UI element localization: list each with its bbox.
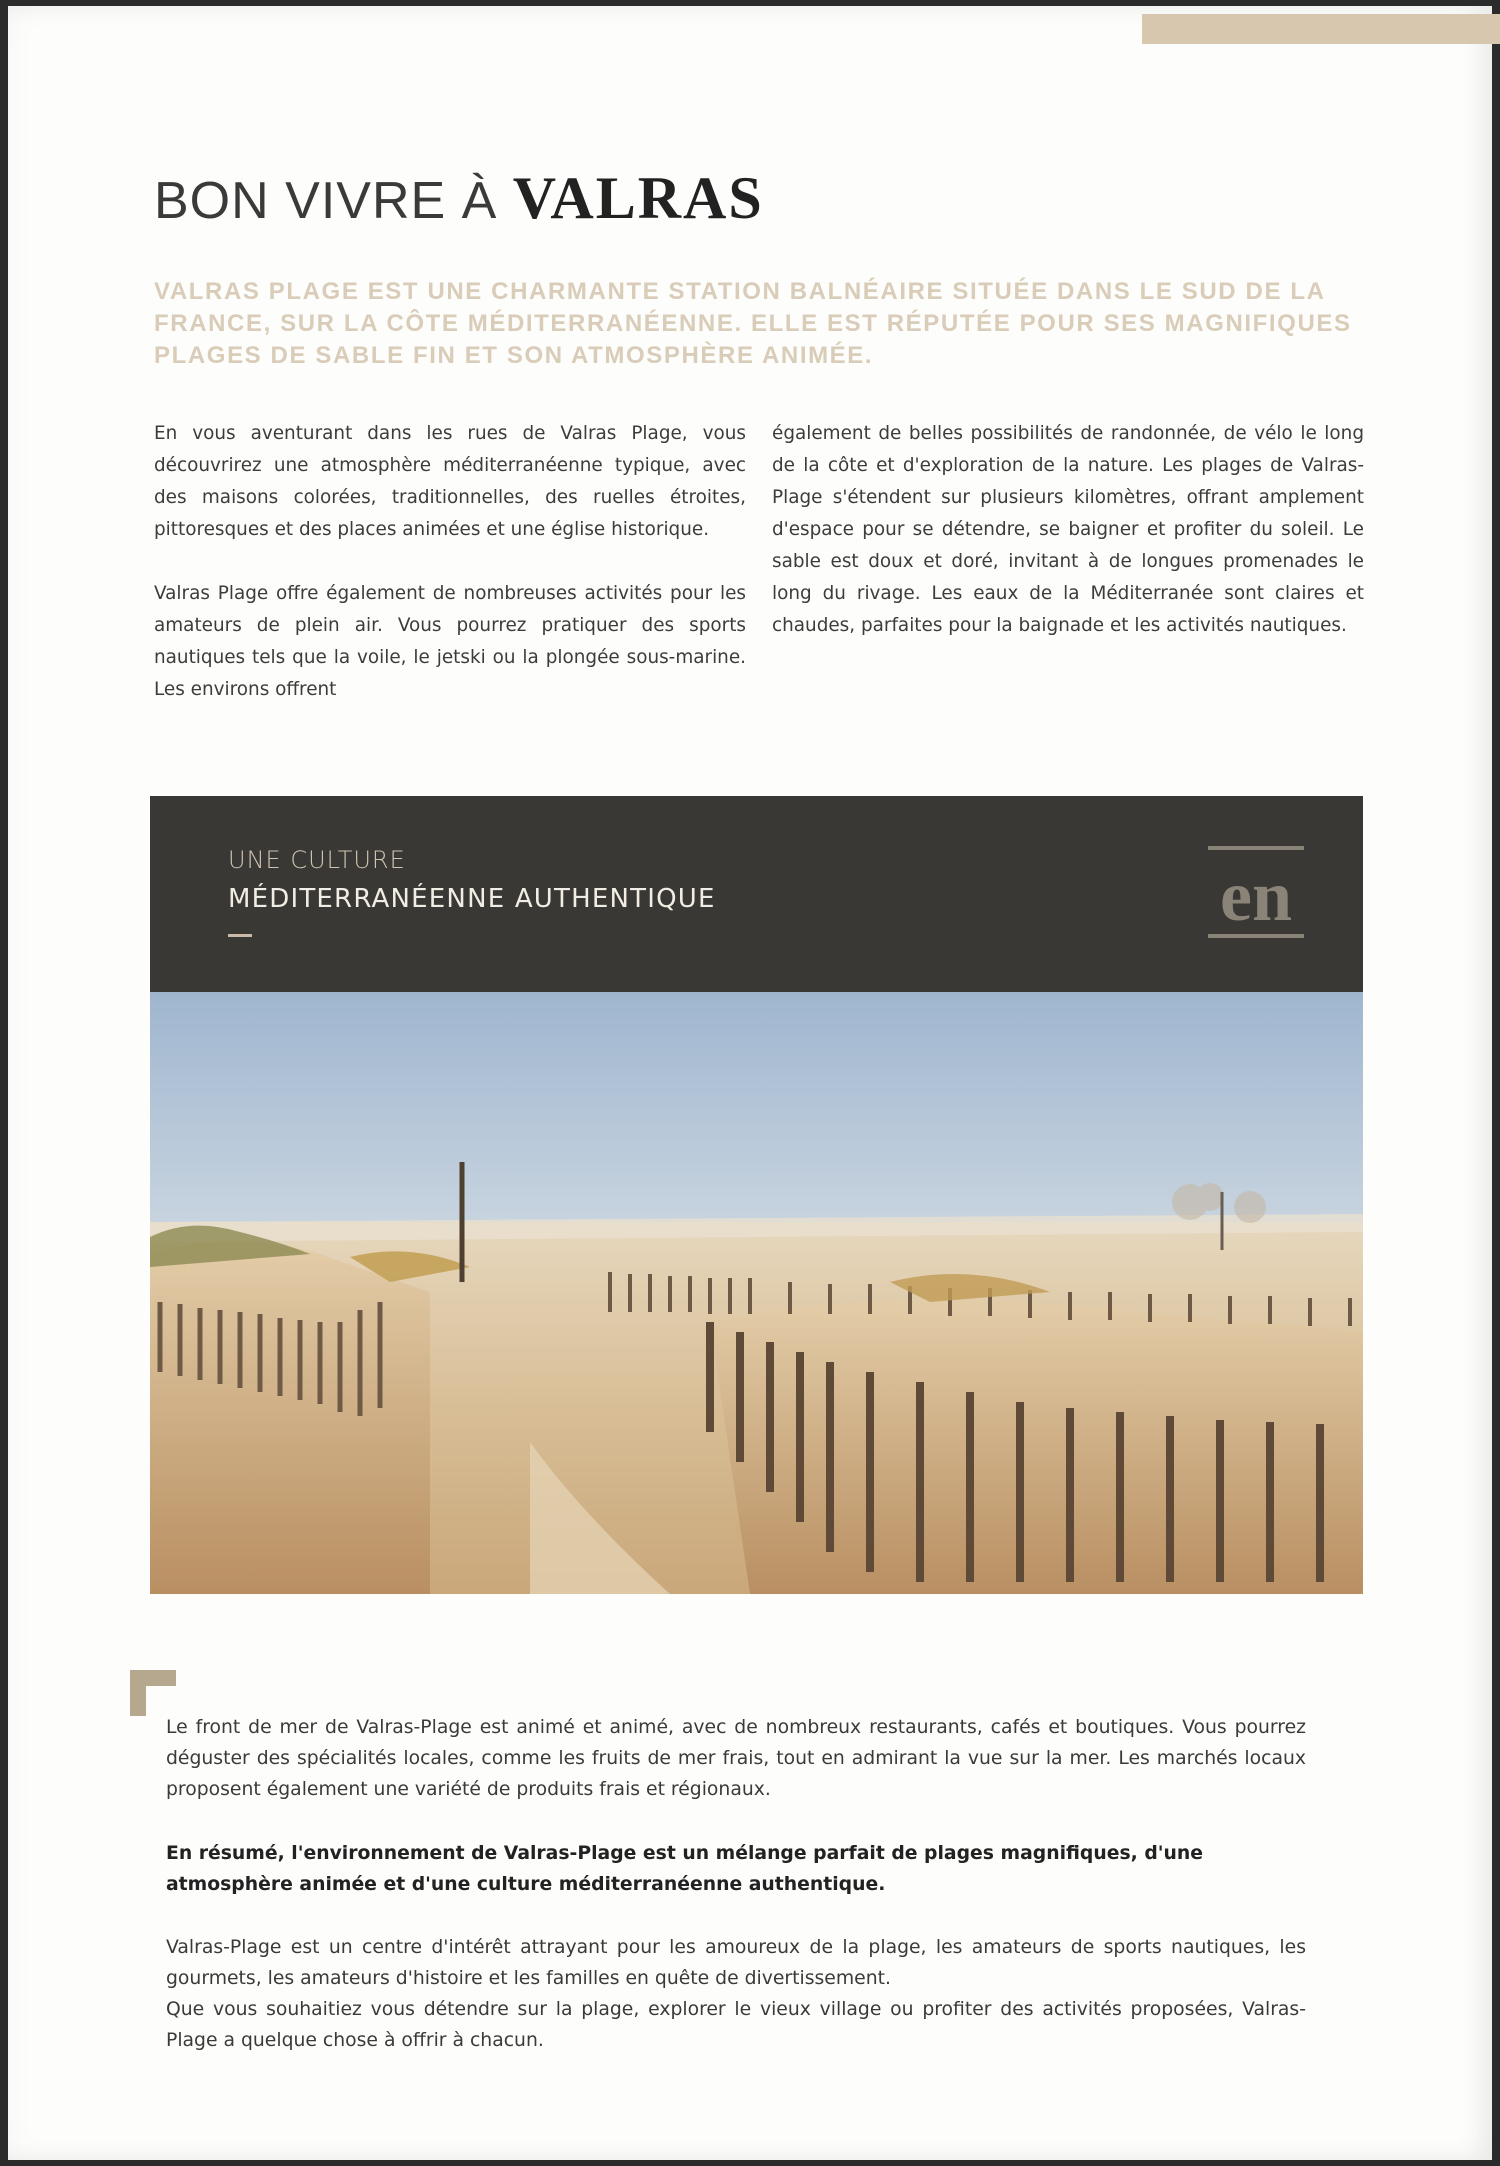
banner-dash xyxy=(228,934,252,937)
title-light: BON VIVRE À xyxy=(154,172,513,230)
bottom-paragraph-3: Valras-Plage est un centre d'intérêt attrayant pour les amoureux de la plage, les amateurs de sports nautiques, les gourmets, les amateurs d'histoire et les familles en quête de divertissement. xyxy=(166,1937,1306,1989)
text-column-right xyxy=(772,418,1364,674)
banner-subtitle: UNE CULTURE xyxy=(228,846,406,874)
left-paragraph-1: En vous aventurant dans les rues de Valras Plage, vous découvrirez une atmosphère méditerranéenne typique, avec des maisons colorées, traditionnelles, des ruelles étroites, pittoresques et des places animées et une église historique. xyxy=(154,423,746,540)
bottom-paragraph-4: Que vous souhaitiez vous détendre sur la plage, explorer le vieux village ou profiter des activités proposées, Valras-Plage a quelque chose à offrir à chacun. xyxy=(166,1999,1306,2051)
lead-paragraph: VALRAS PLAGE EST UNE CHARMANTE STATION BALNÉAIRE SITUÉE DANS LE SUD DE LA FRANCE, SUR LA CÔTE MÉDITERRANÉENNE. ELLE EST RÉPUTÉE POUR SES MAGNIFIQUES PLAGES DE SABLE FIN ET SON ATMOSPHÈRE ANIMÉE. xyxy=(154,278,1352,369)
beach-dunes-image xyxy=(150,992,1363,1594)
page-title xyxy=(154,164,764,233)
banner-title: MÉDITERRANÉENNE AUTHENTIQUE xyxy=(228,884,716,914)
title-bold: VALRAS xyxy=(512,165,764,231)
left-paragraph-2: Valras Plage offre également de nombreuses activités pour les amateurs de plein air. Vous pourrez pratiquer des sports nautiques tels que la voile, le jetski ou la plongée sous-marine. Les environs offrent xyxy=(154,583,746,700)
summary-paragraph: En résumé, l'environnement de Valras-Plage est un mélange parfait de plages magnifiques, d'une atmosphère animée et d'une culture méditerranéenne authentique. xyxy=(166,1843,1204,1895)
text-column-left xyxy=(154,418,746,738)
top-accent-bar xyxy=(1142,14,1500,44)
right-paragraph-1: également de belles possibilités de randonnée, de vélo le long de la côte et d'exploration de la nature. Les plages de Valras-Plage s'étendent sur plusieurs kilomètres, offrant amplement d'espace pour se détendre, se baigner et profiter du soleil. Le sable est doux et doré, invitant à de longues promenades le long du rivage. Les eaux de la Méditerranée sont claires et chaudes, parfaites pour la baignade et les activités nautiques. xyxy=(772,423,1364,636)
brochure-page xyxy=(8,6,1492,2160)
corner-bracket-icon xyxy=(130,1670,176,1716)
svg-text:en: en xyxy=(1220,856,1292,936)
bottom-paragraph-1: Le front de mer de Valras-Plage est animé et animé, avec de nombreux restaurants, cafés et boutiques. Vous pourrez déguster des spécialités locales, comme les fruits de mer frais, tout en admirant la vue sur la mer. Les marchés locaux proposent également une variété de produits frais et régionaux. xyxy=(166,1717,1306,1800)
en-monogram-icon xyxy=(1208,842,1304,942)
beach-photo xyxy=(150,992,1363,1594)
section-banner xyxy=(150,796,1363,992)
